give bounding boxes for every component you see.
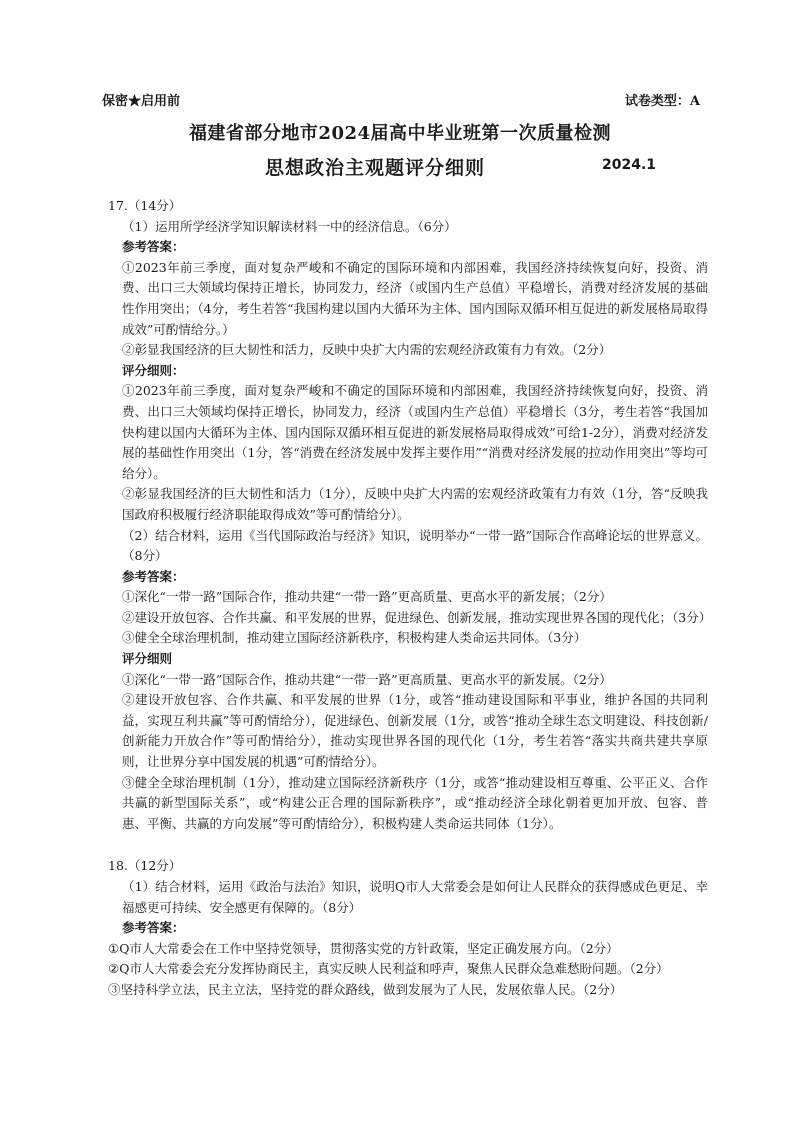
q18-part1-answer-2: ②Q市人大常委会充分发挥协商民主，真实反映人民利益和呼声，聚焦人民群众急难愁盼问题。（2分） [108, 961, 669, 977]
q17-part2-rubric-label: 评分细则 [122, 651, 173, 667]
document-body [108, 196, 712, 1001]
q17-part1-answer-1: ①2023年前三季度，面对复杂严峻和不确定的国际环境和内部困难，我国经济持续恢复向好，投资、消费、出口三大领域均保持正增长，协同发力，经济（或国内生产总值）平稳增长，消费对经济发展的基础性作用突出；（4分，考生若答“我国构建以国内大循环为主体、国内国际双循环相互促进的新发展格局取得成效”可酌情给分。） [122, 259, 708, 337]
q17-part2-answer-2: ②建设开放包容、合作共赢、和平发展的世界，促进绿色、创新发展，推动实现世界各国的现代化；（3分） [122, 609, 712, 625]
section-spacer [108, 834, 708, 856]
exam-title: 福建省部分地市2024届高中毕业班第一次质量检测 [188, 123, 612, 144]
q17-part2-rubric-3: ③健全全球治理机制（1分），推动建立国际经济新秩序（1分，或答“推动建设相互尊重、公平正义、合作共赢的新型国际关系”，或“构建公正合理的国际新秩序”，或“推动经济全球化朝着更加开放、包容、普惠、平衡、共赢的方向发展”等可酌情给分），积极构建人类命运共同体（1分）。 [122, 774, 708, 831]
q17-part1-rubric-1: ①2023年前三季度，面对复杂严峻和不确定的国际环境和内部困难，我国经济持续恢复向好，投资、消费、出口三大领域均保持正增长，协同发力，经济（或国内生产总值）平稳增长（3分，考生若答“我国加快构建以国内大循环为主体、国内国际双循环相互促进的新发展格局取得成效”可给1-2分），消费对经济发展的基础性作用突出（1分，答“消费在经济发展中发挥主要作用”“消费对经济发展的拉动作用突出”等均可给分）。 [122, 383, 708, 481]
q17-part1-answer-2: ②彰显我国经济的巨大韧性和活力，反映中央扩大内需的宏观经济政策有力有效。（2分） [122, 342, 612, 358]
q17-part2-rubric-2: ②建设开放包容、合作共赢、和平发展的世界（1分，或答“推动建设国际和平事业，维护各国的共同利益，实现互利共赢”等可酌情给分），促进绿色、创新发展（1分，或答“推动全球生态文明建设、科技创新/创新能力开放合作”等可酌情给分），推动实现世界各国的现代化（1分，考生若答“落实共商共建共享原则，让世界分享中国发展的机遇”可酌情给分）。 [122, 692, 708, 770]
exam-subtitle: 思想政治主观题评分细则 [265, 157, 486, 179]
q17-part1-answer-label: 参考答案： [122, 239, 185, 255]
q17-part2-answer-1: ①深化“一带一路”国际合作，推动共建“一带一路”更高质量、更高水平的新发展；（2分） [122, 589, 612, 605]
q18-part1-question: （1）结合材料，运用《政治与法治》知识，说明Q市人大常委会是如何让人民群众的获得感成色更足、幸福感更可持续、安全感更有保障的。（8分） [122, 879, 708, 915]
paper-type-label: 试卷类型：A [624, 94, 700, 109]
q17-part2-question: （2）结合材料，运用《当代国际政治与经济》知识，说明举办“一带一路”国际合作高峰论坛的世界意义。（8分） [122, 527, 708, 564]
q18-part1-answer-1: ①Q市人大常委会在工作中坚持党领导，贯彻落实党的方针政策，坚定正确发展方向。（2分） [108, 940, 619, 956]
q18-heading: 18.（12分） [108, 858, 182, 874]
q17-part1-rubric-2: ②彰显我国经济的巨大韧性和活力（1分），反映中央扩大内需的宏观经济政策有力有效（1分，答“反映我国政府积极履行经济职能取得成效”等可酌情给分）。 [122, 486, 708, 522]
q17-part2-rubric-1: ①深化“一带一路”国际合作，推动共建“一带一路”更高质量、更高水平的新发展。（2分） [122, 671, 612, 687]
q17-part2-answer-3: ③健全全球治理机制，推动建立国际经济新秩序，积极构建人类命运共同体。（3分） [122, 630, 587, 646]
q18-part1-answer-label: 参考答案： [122, 920, 185, 936]
q17-part1-rubric-label: 评分细则： [122, 362, 185, 378]
q17-heading: 17.（14分） [108, 198, 182, 213]
q18-part1-answer-3: ③坚持科学立法，民主立法，坚持党的群众路线，做到发展为了人民，发展依靠人民。（2分） [108, 981, 623, 997]
exam-date: 2024.1 [602, 157, 657, 173]
q17-part2-answer-label: 参考答案： [122, 568, 185, 584]
secrecy-label: 保密★启用前 [102, 94, 181, 109]
q17-part1-question: （1）运用所学经济学知识解读材料一中的经济信息。（6分） [122, 218, 457, 234]
